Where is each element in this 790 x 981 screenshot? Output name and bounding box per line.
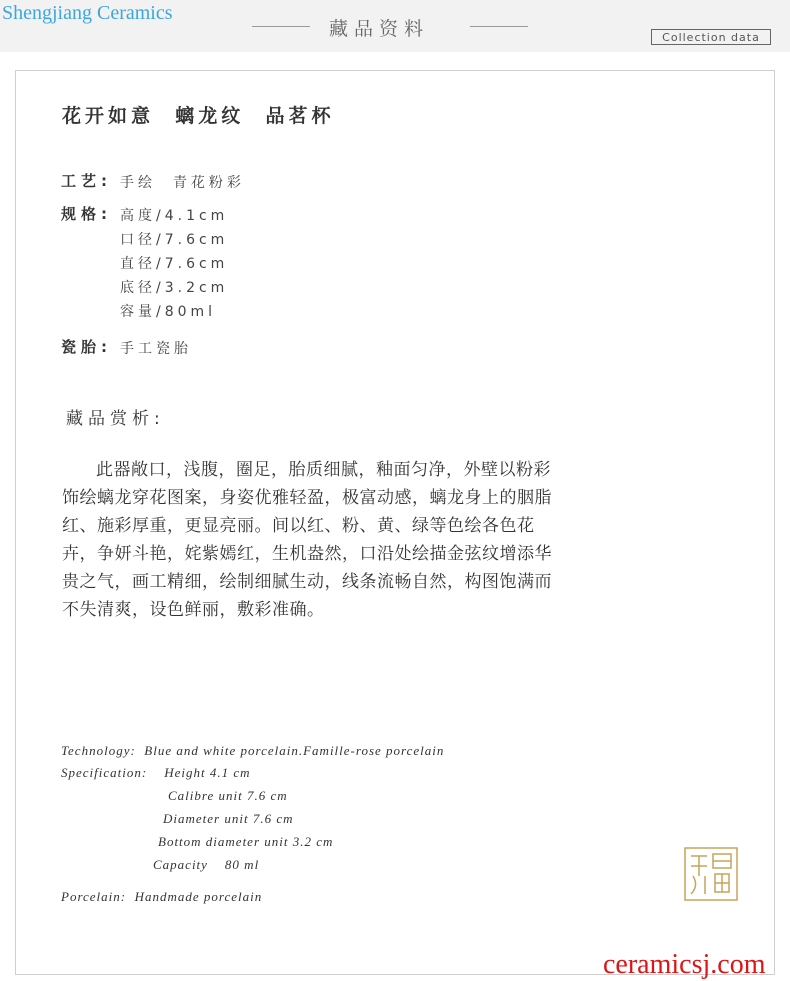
en-bottom-diameter: Bottom diameter unit 3.2 cm (158, 834, 334, 849)
en-technology: Technology: Blue and white porcelain.Famille-rose porcelain (61, 743, 445, 758)
appreciation-heading: 藏品赏析: (66, 409, 165, 429)
en-diameter: Diameter unit 7.6 cm (163, 811, 294, 826)
appreciation-text: 此器敞口，浅腹，圈足，胎质细腻，釉面匀净，外壁以粉彩饰绘螭龙穿花图案，身姿优雅轻盈，极富动感，螭龙身上的胭脂红、施彩厚重，更显亮丽。间以红、粉、黄、绿等色绘各色花卉，争妍斗艳，姹紫嫣红，生机盎然，口沿处绘描金弦纹增添华贵之气，画工精细，绘制细腻生动，线条流畅自然，构图饱满而不失清爽，设色鲜丽，敷彩准确。 (62, 460, 552, 620)
header-title: 藏品资料 (329, 18, 430, 40)
en-capacity: Capacity 80 ml (153, 857, 260, 872)
en-calibre: Calibre unit 7.6 cm (168, 788, 288, 803)
collection-data-badge: Collection data (651, 29, 771, 45)
size-height: 高度/4.1cm (120, 208, 229, 224)
size-mouth-diameter: 口径/7.6cm (120, 232, 229, 248)
watermark-text: ceramicsj.com (603, 949, 766, 980)
body-label: 瓷胎: (61, 338, 112, 356)
size-bottom-diameter: 底径/3.2cm (120, 280, 229, 296)
size-capacity: 容量/80ml (120, 304, 217, 320)
seal-stamp-icon (683, 846, 739, 902)
craft-label: 工艺: (61, 172, 112, 190)
en-porcelain: Porcelain: Handmade porcelain (61, 889, 263, 904)
product-title: 花开如意 螭龙纹 品茗杯 (62, 105, 335, 127)
size-diameter: 直径/7.6cm (120, 256, 229, 272)
size-label: 规格: (61, 205, 112, 223)
brand-logo-text: Shengjiang Ceramics (2, 2, 173, 24)
en-specification: Specification: Height 4.1 cm (61, 765, 251, 780)
header-band (0, 0, 790, 52)
craft-value: 手绘 青花粉彩 (120, 175, 245, 191)
header-divider-left (252, 26, 310, 27)
body-value: 手工瓷胎 (120, 341, 192, 357)
header-divider-right (470, 26, 528, 27)
